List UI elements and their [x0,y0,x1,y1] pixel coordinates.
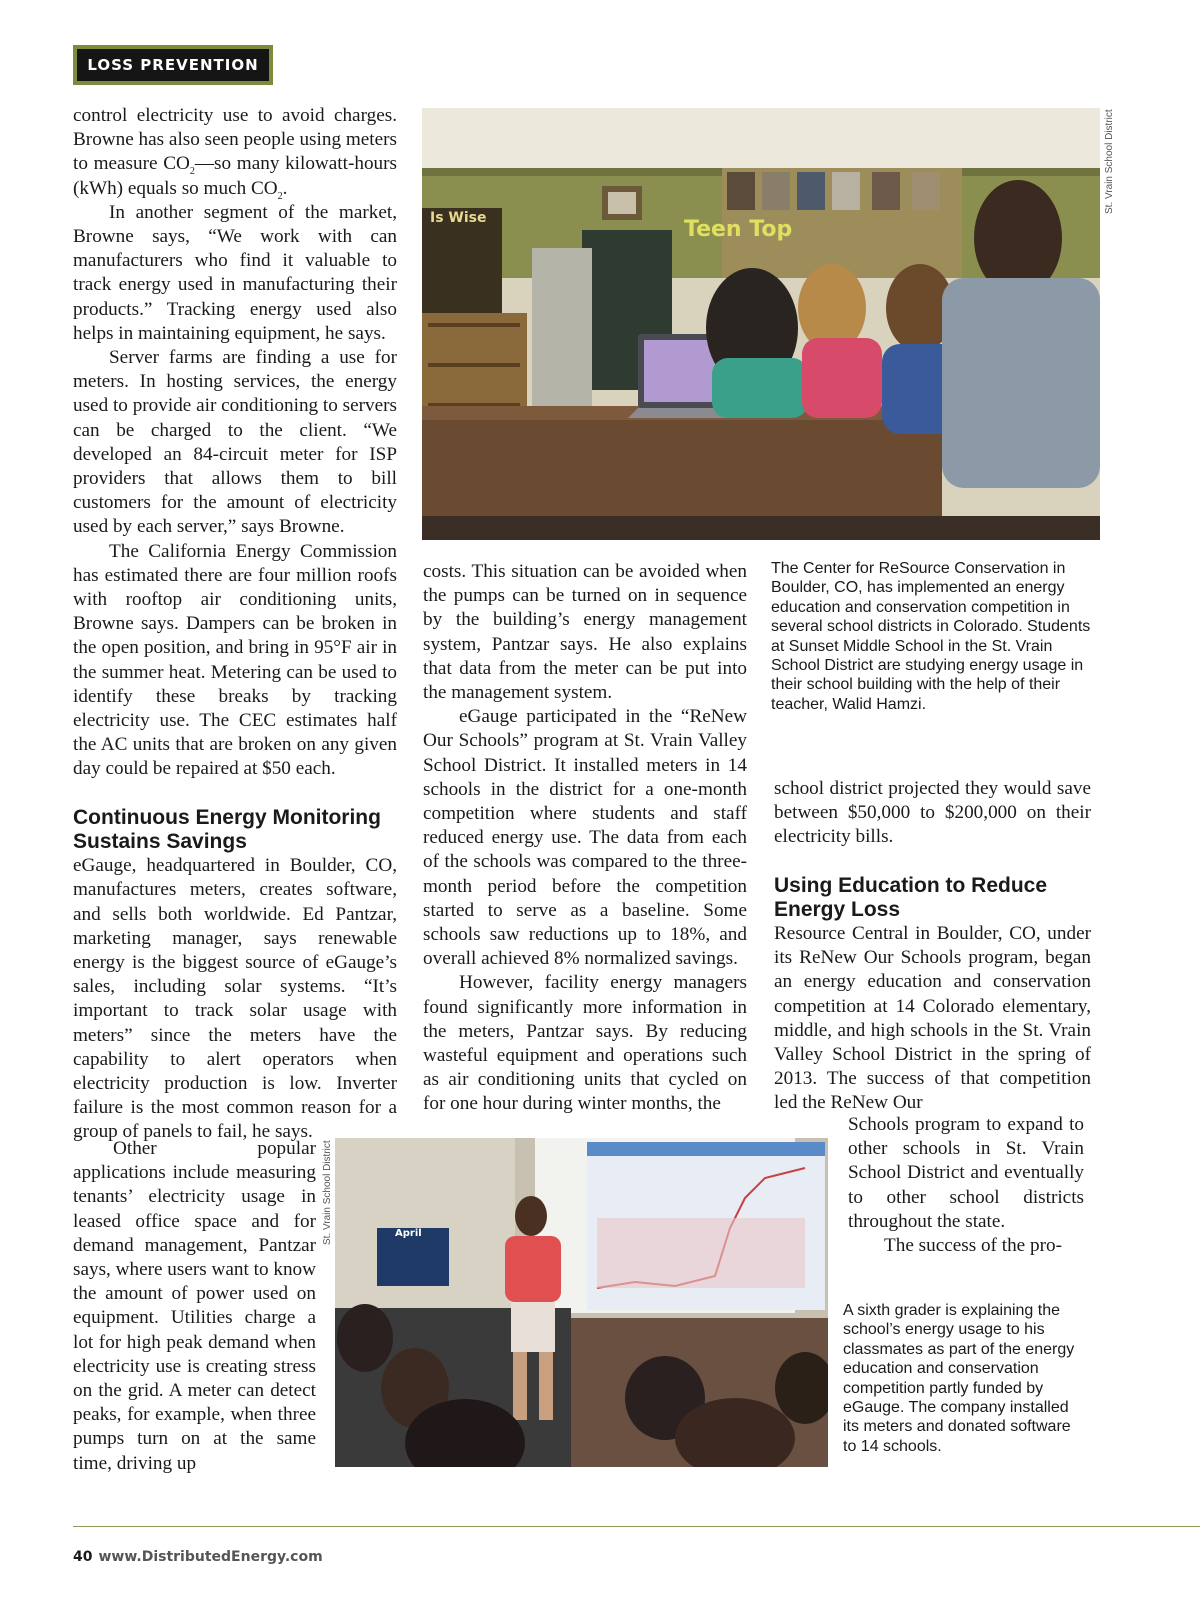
footer-url: www.DistributedEnergy.com [98,1549,323,1565]
paragraph: costs. This situation can be avoided when the pumps can be turned on in sequence by the building’s energy management system, Pantzar says. He also explains that data from the meter can be put into the management system. [423,561,747,704]
paragraph: However, facility energy managers found significantly more information in the meters, Pantzar says. By reducing wasteful equipment and operations such as air conditioning units that cycled on for one hour during winter months, the [423,972,747,1115]
article-column-3 [774,777,1091,1116]
paragraph: Other popular applications include measuring tenants’ electricity usage in leased office space and for demand management, Pantzar says, where users want to know the amount of power used on equipment. Utilities charge a lot for high peak demand when electricity use is creating stress on the grid. A meter can detect peaks, for example, when three pumps turn on at the same time, driving up [73,1138,316,1474]
classroom-photo [422,108,1100,540]
calendar-label: April [395,1228,422,1239]
article-column-2 [423,560,747,1117]
paragraph: The California Energy Commission has estimated there are four million roofs with rooftop air conditioning units, Browne says. Dampers can be broken in the open position, and bring in 95°F air in the summer heat. Metering can be used to identify these breaks by tracking electricity use. The CEC estimates half the AC units that are broken on any given day could be repaired at $50 each. [73,540,397,780]
page-number: 40 [73,1549,93,1565]
classroom-photo-illustration [422,108,1100,540]
paragraph: school district projected they would save between $50,000 to $200,000 on their electricity bills. [774,778,1091,848]
paragraph: eGauge, headquartered in Boulder, CO, manufactures meters, creates software, and sells both worldwide. Ed Pantzar, marketing manager, says renewable energy is the biggest source of eGauge’s sales, including solar systems. “It’s important to track solar usage with meters” since the meters have the capability to alert operators when electricity production is low. Inverter failure is the most common reason for a group of panels to fail, he says. [73,855,397,1143]
wall-sign-text: Is Wise [430,210,487,226]
footer [73,1549,323,1565]
student-presentation-illustration [335,1138,828,1467]
paragraph: control electricity use to avoid charges. Browne has also seen people using meters to measure $CO_2—so$ many kilowatt-hours (kWh) equals so much $CO_2$. [73,105,397,202]
article-column-1-lower [73,1137,316,1476]
paragraph: eGauge participated in the “ReNew Our Schools” program at St. Vrain Valley School District. It installed meters in 14 schools in the district for a one-month competition where students and staff reduced energy use. The data from each of the schools was compared to the three-month period before the competition started to serve as a baseline. Some schools saw reductions up to 18%, and overall achieved 8% normalized savings. [423,706,747,970]
section-tag [73,45,273,85]
article-column-3-lower [848,1113,1084,1258]
paragraph: Schools program to expand to other schools in St. Vrain School District and eventually to other school districts throughout the state. [848,1114,1084,1232]
section-heading: Using Education to Reduce Energy Loss [774,873,1048,921]
footer-rule [73,1526,1200,1527]
photo-credit: St. Vrain School District [322,1140,333,1245]
photo-caption: A sixth grader is explaining the school’s energy usage to his classmates as part of the energy education and conservation competition partly funded by eGauge. The company installed its meters and donated software to 14 schools. [843,1302,1075,1455]
section-heading: Continuous Energy Monitoring Sustains Savings [73,805,381,853]
paragraph: In another segment of the market, Browne says, “We work with can manufacturers who find it valuable to track energy used in manufacturing their products.” Tracking energy used also helps in maintaining equipment, he says. [73,201,397,344]
paragraph: Server farms are finding a use for meters. In hosting services, the energy used to provide air conditioning to servers can be charged to the client. “We developed an 84-circuit meter for ISP providers that allows them to bill customers for the amount of electricity used by each server,” says Browne. [73,347,397,538]
photo-credit: St. Vrain School District [1104,109,1115,214]
paragraph: The success of the pro- [884,1235,1062,1257]
photo-caption: The Center for ReSource Conservation in Boulder, CO, has implemented an energy education and conservation competition in several school districts in Colorado. Students at Sunset Middle School in the St. Vrain School District are studying energy usage in their school building with the help of their teacher, Walid Hamzi. [771,560,1091,713]
section-tag-label: LOSS PREVENTION [77,49,269,81]
article-column-1 [73,104,397,1145]
wall-sign-text: Teen Top [684,217,793,242]
student-presentation-photo [335,1138,828,1467]
paragraph: Resource Central in Boulder, CO, under its ReNew Our Schools program, began an energy education and conservation competition at 14 Colorado elementary, middle, and high schools in the St. Vrain Valley School District in the spring of 2013. The success of that competition led the ReNew Our [774,923,1091,1114]
